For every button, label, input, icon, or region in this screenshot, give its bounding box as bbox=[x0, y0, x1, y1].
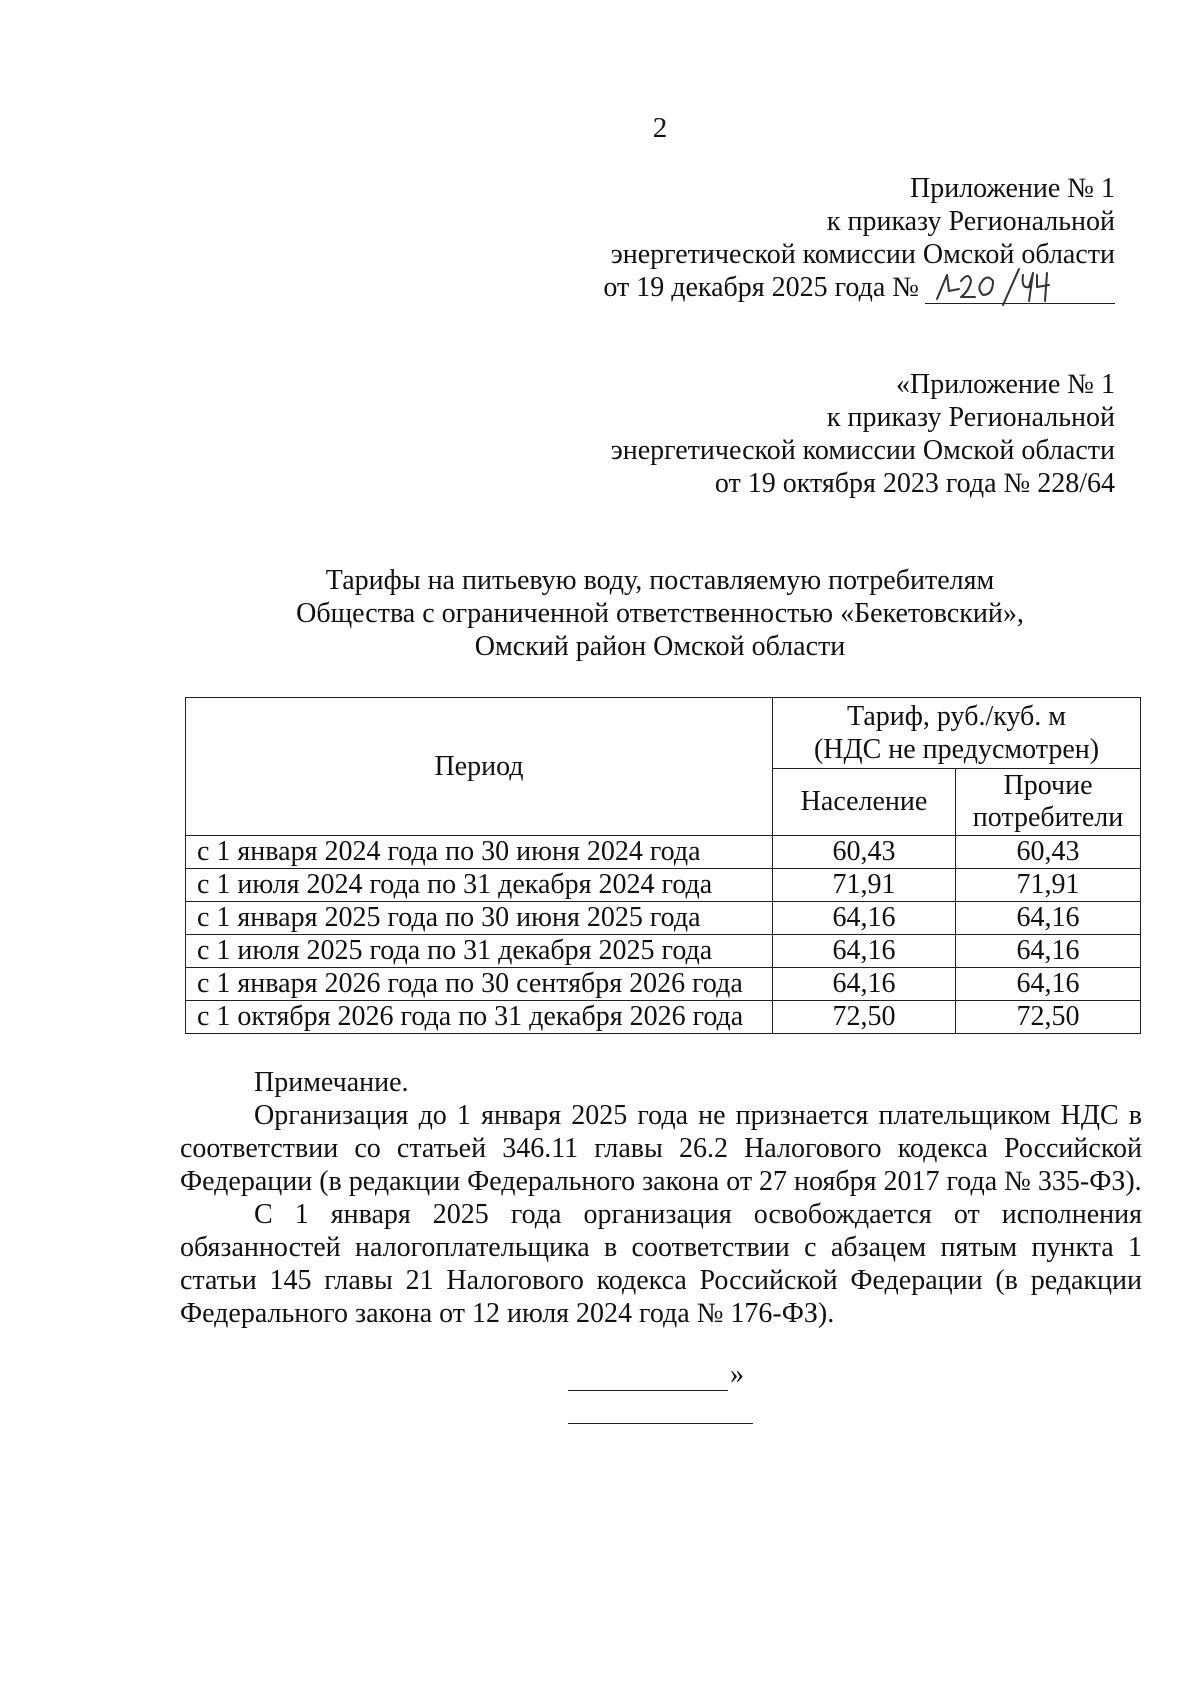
period-cell: с 1 января 2024 года по 30 июня 2024 года bbox=[186, 836, 773, 869]
note-section bbox=[180, 1066, 1142, 1330]
title-line-1: Тарифы на питьевую воду, поставляемую потребителям bbox=[325, 565, 995, 596]
prev-annex-line-3: энергетической комиссии Омской области bbox=[610, 435, 1115, 466]
prev-annex-line-4: от 19 октября 2023 года № 228/64 bbox=[714, 468, 1115, 499]
prev-annex-line-1: «Приложение № 1 bbox=[896, 369, 1115, 400]
document-title bbox=[0, 564, 1200, 663]
period-cell: с 1 октября 2026 года по 31 декабря 2026 года bbox=[186, 1001, 773, 1034]
other-tariff-cell: 64,16 bbox=[956, 902, 1141, 935]
other-tariff-cell: 64,16 bbox=[956, 968, 1141, 1001]
other-tariff-cell: 64,16 bbox=[956, 935, 1141, 968]
header-other-line-2: потребители bbox=[972, 802, 1124, 833]
annex-date-prefix: от 19 декабря 2025 года № bbox=[603, 272, 919, 303]
table-row bbox=[186, 869, 1141, 902]
header-tariff-line-2: (НДС не предусмотрен) bbox=[813, 734, 1100, 765]
other-tariff-cell: 72,50 bbox=[956, 1001, 1141, 1034]
header-period: Период bbox=[186, 698, 773, 836]
header-other-consumers bbox=[956, 769, 1141, 836]
handwritten-number-signature bbox=[929, 261, 1069, 311]
page-number: 2 bbox=[652, 112, 668, 144]
period-cell: с 1 января 2026 года по 30 сентября 2026 года bbox=[186, 968, 773, 1001]
handwritten-number-field bbox=[925, 271, 1115, 304]
table-row bbox=[186, 935, 1141, 968]
population-tariff-cell: 71,91 bbox=[773, 869, 956, 902]
annex-header-previous bbox=[611, 368, 1115, 500]
other-tariff-cell: 71,91 bbox=[956, 869, 1141, 902]
period-cell: с 1 июля 2024 года по 31 декабря 2024 года bbox=[186, 869, 773, 902]
header-other-line-1: Прочие bbox=[1003, 770, 1093, 801]
tariff-table bbox=[185, 697, 1141, 1034]
population-tariff-cell: 64,16 bbox=[773, 968, 956, 1001]
annex-line-4 bbox=[603, 271, 1115, 304]
table-row bbox=[186, 902, 1141, 935]
prev-annex-line-2: к приказу Региональной bbox=[826, 402, 1115, 433]
header-population: Население bbox=[773, 769, 956, 836]
population-tariff-cell: 64,16 bbox=[773, 902, 956, 935]
header-tariff bbox=[773, 698, 1141, 769]
end-separator-line bbox=[568, 1423, 753, 1424]
header-tariff-line-1: Тариф, руб./куб. м bbox=[846, 701, 1067, 732]
closing-quote: » bbox=[730, 1359, 744, 1390]
title-line-3: Омский район Омской области bbox=[474, 631, 846, 662]
table-row bbox=[186, 1001, 1141, 1034]
title-line-2: Общества с ограниченной ответственностью «Бекетовский», bbox=[296, 598, 1024, 629]
annex-line-3: энергетической комиссии Омской области bbox=[610, 239, 1115, 270]
period-cell: с 1 июля 2025 года по 31 декабря 2025 года bbox=[186, 935, 773, 968]
annex-line-2: к приказу Региональной bbox=[826, 206, 1115, 237]
note-paragraph-2: С 1 января 2025 года организация освобождается от исполнения обязанностей налогоплательщика в соответствии с абзацем пятым пункта 1 статьи 145 главы 21 Налогового кодекса Российской Федерации (в редакции Федерального закона от 12 июля 2024 года № 176-ФЗ). bbox=[180, 1199, 1142, 1329]
population-tariff-cell: 60,43 bbox=[773, 836, 956, 869]
note-title: Примечание. bbox=[254, 1067, 409, 1098]
note-paragraph-1: Организация до 1 января 2025 года не признается плательщиком НДС в соответствии со статьей 346.11 главы 26.2 Налогового кодекса Российской Федерации (в редакции Федерального закона от 27 ноября 2017 года № 335-ФЗ). bbox=[180, 1100, 1142, 1197]
period-cell: с 1 января 2025 года по 30 июня 2025 года bbox=[186, 902, 773, 935]
table-row bbox=[186, 968, 1141, 1001]
table-row bbox=[186, 836, 1141, 869]
closing-underline bbox=[568, 1362, 728, 1391]
other-tariff-cell: 60,43 bbox=[956, 836, 1141, 869]
annex-line-1: Приложение № 1 bbox=[910, 173, 1115, 204]
population-tariff-cell: 72,50 bbox=[773, 1001, 956, 1034]
population-tariff-cell: 64,16 bbox=[773, 935, 956, 968]
annex-header-current bbox=[603, 172, 1115, 304]
